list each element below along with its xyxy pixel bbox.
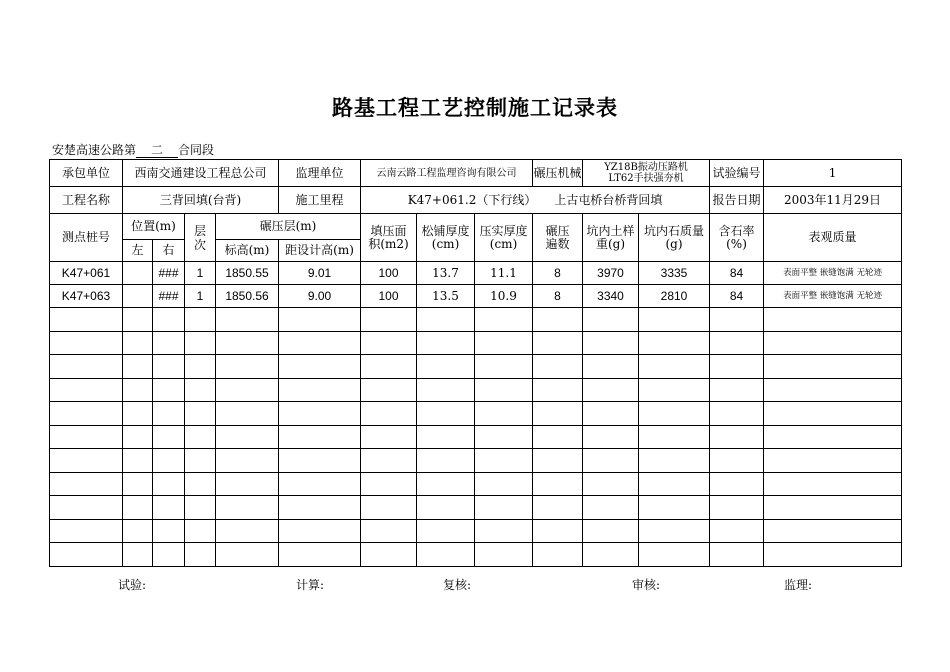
empty-cell [50,425,123,449]
header-station: 测点桩号 [50,214,123,262]
empty-cell [639,496,710,520]
empty-cell [764,425,902,449]
empty-cell [216,355,279,379]
empty-cell [475,519,533,543]
construction-record-table [49,159,902,567]
empty-cell [153,355,185,379]
cell-layer: 1 [185,285,216,308]
cell-compacted: 11.1 [475,262,533,285]
empty-cell [123,472,153,496]
empty-cell [50,519,123,543]
empty-cell [153,472,185,496]
cell-stone: 2810 [639,285,710,308]
empty-cell [533,402,583,426]
empty-table-row [50,331,902,355]
empty-cell [417,449,475,473]
empty-cell [710,449,764,473]
empty-cell [361,378,417,402]
empty-cell [417,402,475,426]
project-value: 三背回填(台背) [123,187,279,214]
empty-cell [153,519,185,543]
empty-cell [583,449,639,473]
header-stone-content [710,214,764,262]
header-distance-to-design: 距设计高(m) [279,240,361,262]
empty-cell [475,543,533,567]
table-row [50,262,902,285]
header-pit-stone-weight-text: 坑内石质量(g) [644,223,705,251]
cell-appearance: 表面平整 嵌缝饱满 无轮迹 [764,285,902,308]
cell-ratio: 84 [710,285,764,308]
report-date-label: 报告日期 [710,187,764,214]
cell-elevation: 1850.55 [216,262,279,285]
empty-cell [279,472,361,496]
empty-cell [216,425,279,449]
header-row-1 [50,214,902,240]
contract-section-suffix: 合同段 [178,143,215,157]
header-fill-area [361,214,417,262]
empty-cell [710,425,764,449]
empty-cell [583,519,639,543]
header-stone-content-text: 含石率(%) [718,223,755,251]
empty-cell [417,519,475,543]
empty-cell [417,308,475,332]
empty-cell [279,496,361,520]
empty-cell [639,402,710,426]
cell-distance: 9.00 [279,285,361,308]
cell-loose: 13.7 [417,262,475,285]
empty-cell [185,519,216,543]
empty-cell [710,308,764,332]
empty-cell [279,425,361,449]
test-no-value: 1 [764,160,902,187]
empty-cell [361,449,417,473]
empty-cell [185,331,216,355]
empty-cell [185,308,216,332]
empty-cell [475,378,533,402]
empty-cell [710,496,764,520]
empty-cell [50,308,123,332]
empty-cell [123,378,153,402]
empty-cell [50,378,123,402]
header-layer [185,214,216,262]
empty-cell [153,308,185,332]
cell-left [123,262,153,285]
empty-cell [50,496,123,520]
footer-calc: 计算: [296,578,325,592]
cell-station: K47+061 [50,262,123,285]
empty-cell [475,355,533,379]
empty-cell [361,543,417,567]
empty-cell [216,496,279,520]
empty-table-row [50,519,902,543]
header-appearance: 表观质量 [764,214,902,262]
empty-cell [185,543,216,567]
empty-cell [361,308,417,332]
empty-table-row [50,472,902,496]
contractor-value: 西南交通建设工程总公司 [123,160,279,187]
empty-table-row [50,425,902,449]
empty-cell [216,378,279,402]
cell-area: 100 [361,285,417,308]
empty-cell [123,402,153,426]
empty-cell [361,402,417,426]
cell-passes: 8 [533,285,583,308]
empty-table-row [50,378,902,402]
empty-cell [153,425,185,449]
empty-cell [639,449,710,473]
page-title: 路基工程工艺控制施工记录表 [332,95,618,120]
empty-cell [361,425,417,449]
empty-cell [279,402,361,426]
empty-cell [475,308,533,332]
empty-cell [710,331,764,355]
empty-cell [216,308,279,332]
footer-test: 试验: [118,578,147,592]
empty-cell [710,378,764,402]
header-passes [533,214,583,262]
empty-cell [764,543,902,567]
empty-cell [475,449,533,473]
cell-station: K47+063 [50,285,123,308]
empty-cell [533,425,583,449]
empty-cell [417,472,475,496]
empty-cell [533,496,583,520]
empty-cell [764,331,902,355]
empty-cell [533,355,583,379]
empty-cell [361,472,417,496]
empty-cell [583,472,639,496]
empty-cell [153,378,185,402]
cell-right: ### [153,285,185,308]
empty-cell [216,331,279,355]
header-compacted-thickness [475,214,533,262]
mileage-value: K47+061.2（下行线） 上古屯桥台桥背回填 [361,187,710,214]
supervisor-value: 云南云路工程监理咨询有限公司 [361,160,533,187]
header-fill-area-text: 填压面积(m2) [368,223,409,251]
empty-table-row [50,402,902,426]
empty-cell [533,331,583,355]
empty-cell [417,425,475,449]
empty-cell [279,519,361,543]
cell-soil: 3970 [583,262,639,285]
supervisor-label: 监理单位 [279,160,361,187]
empty-cell [216,449,279,473]
cell-compacted: 10.9 [475,285,533,308]
empty-cell [153,331,185,355]
empty-cell [123,425,153,449]
empty-cell [185,472,216,496]
empty-cell [123,496,153,520]
empty-cell [639,472,710,496]
empty-cell [710,519,764,543]
empty-cell [764,519,902,543]
empty-cell [361,519,417,543]
cell-ratio: 84 [710,262,764,285]
empty-cell [533,543,583,567]
cell-left [123,285,153,308]
empty-cell [153,402,185,426]
empty-cell [185,355,216,379]
empty-cell [475,472,533,496]
contractor-label: 承包单位 [50,160,123,187]
header-left: 左 [123,240,153,262]
empty-cell [50,472,123,496]
empty-cell [185,378,216,402]
table-row [50,285,902,308]
highway-name: 安楚高速公路第 [52,143,137,157]
empty-cell [50,331,123,355]
footer-supervise: 监理: [784,578,813,592]
empty-cell [216,402,279,426]
empty-cell [185,449,216,473]
empty-cell [710,543,764,567]
empty-cell [533,308,583,332]
machine-label: 碾压机械 [533,160,583,187]
empty-cell [123,355,153,379]
cell-passes: 8 [533,262,583,285]
empty-cell [475,425,533,449]
header-compaction-layer: 碾压层(m) [216,214,361,240]
empty-cell [279,331,361,355]
cell-loose: 13.5 [417,285,475,308]
empty-table-row [50,355,902,379]
empty-cell [710,402,764,426]
header-pit-stone-weight [639,214,710,262]
empty-cell [361,331,417,355]
empty-cell [361,496,417,520]
empty-cell [279,543,361,567]
cell-right: ### [153,262,185,285]
empty-cell [764,496,902,520]
cell-elevation: 1850.56 [216,285,279,308]
machine-value-line-2: LT62手扶强夯机 [608,173,684,184]
empty-cell [583,425,639,449]
empty-cell [185,402,216,426]
empty-cell [50,355,123,379]
empty-cell [583,331,639,355]
machine-value-line-1: YZ18B振动压路机 [604,162,688,173]
cell-layer: 1 [185,262,216,285]
empty-cell [710,472,764,496]
empty-cell [764,378,902,402]
empty-cell [639,331,710,355]
empty-cell [153,449,185,473]
empty-table-row [50,543,902,567]
report-date-value: 2003年11月29日 [764,187,902,214]
empty-cell [123,543,153,567]
empty-cell [583,543,639,567]
empty-cell [153,496,185,520]
cell-area: 100 [361,262,417,285]
header-right: 右 [153,240,185,262]
empty-table-row [50,496,902,520]
empty-cell [475,402,533,426]
contract-section-line [52,141,214,158]
empty-cell [475,331,533,355]
empty-cell [123,519,153,543]
info-row-2 [50,187,902,214]
cell-appearance: 表面平整 嵌缝饱满 无轮迹 [764,262,902,285]
empty-cell [583,355,639,379]
empty-cell [764,308,902,332]
empty-cell [764,355,902,379]
footer-review: 复核: [443,578,472,592]
header-compacted-thickness-text: 压实厚度(cm) [479,223,528,251]
empty-cell [153,543,185,567]
header-loose-thickness-text: 松铺厚度(cm) [421,223,470,251]
empty-cell [533,378,583,402]
contract-section-number: 二 [136,144,178,158]
empty-cell [216,543,279,567]
empty-cell [279,355,361,379]
empty-cell [583,308,639,332]
mileage-label: 施工里程 [279,187,361,214]
empty-cell [639,378,710,402]
cell-stone: 3335 [639,262,710,285]
empty-cell [123,449,153,473]
header-loose-thickness [417,214,475,262]
header-position: 位置(m) [123,214,185,240]
empty-cell [417,331,475,355]
empty-cell [50,402,123,426]
empty-cell [123,308,153,332]
empty-cell [279,378,361,402]
empty-cell [639,519,710,543]
empty-table-row [50,449,902,473]
empty-cell [639,543,710,567]
header-layer-text: 层次 [193,223,206,252]
info-row-1 [50,160,902,187]
empty-cell [123,331,153,355]
empty-cell [764,449,902,473]
empty-cell [50,449,123,473]
empty-cell [583,402,639,426]
empty-cell [185,425,216,449]
empty-cell [533,472,583,496]
header-pit-soil-weight [583,214,639,262]
project-label: 工程名称 [50,187,123,214]
empty-cell [639,308,710,332]
empty-cell [639,425,710,449]
empty-cell [279,308,361,332]
signature-footer [0,576,950,592]
test-no-label: 试验编号 [710,160,764,187]
empty-cell [50,543,123,567]
empty-cell [583,378,639,402]
empty-cell [417,496,475,520]
machine-value [583,160,710,187]
cell-soil: 3340 [583,285,639,308]
empty-cell [764,402,902,426]
empty-cell [361,355,417,379]
empty-cell [279,449,361,473]
empty-cell [417,543,475,567]
cell-distance: 9.01 [279,262,361,285]
empty-cell [417,378,475,402]
header-elevation: 标高(m) [216,240,279,262]
empty-cell [764,472,902,496]
empty-cell [216,519,279,543]
footer-audit: 审核: [632,578,661,592]
empty-cell [417,355,475,379]
empty-cell [533,519,583,543]
header-pit-soil-weight-text: 坑内土样重(g) [586,223,635,251]
empty-cell [583,496,639,520]
empty-cell [710,355,764,379]
empty-cell [533,449,583,473]
empty-cell [216,472,279,496]
empty-cell [639,355,710,379]
empty-table-row [50,308,902,332]
empty-cell [475,496,533,520]
empty-cell [185,496,216,520]
header-passes-text: 碾压遍数 [545,223,570,251]
